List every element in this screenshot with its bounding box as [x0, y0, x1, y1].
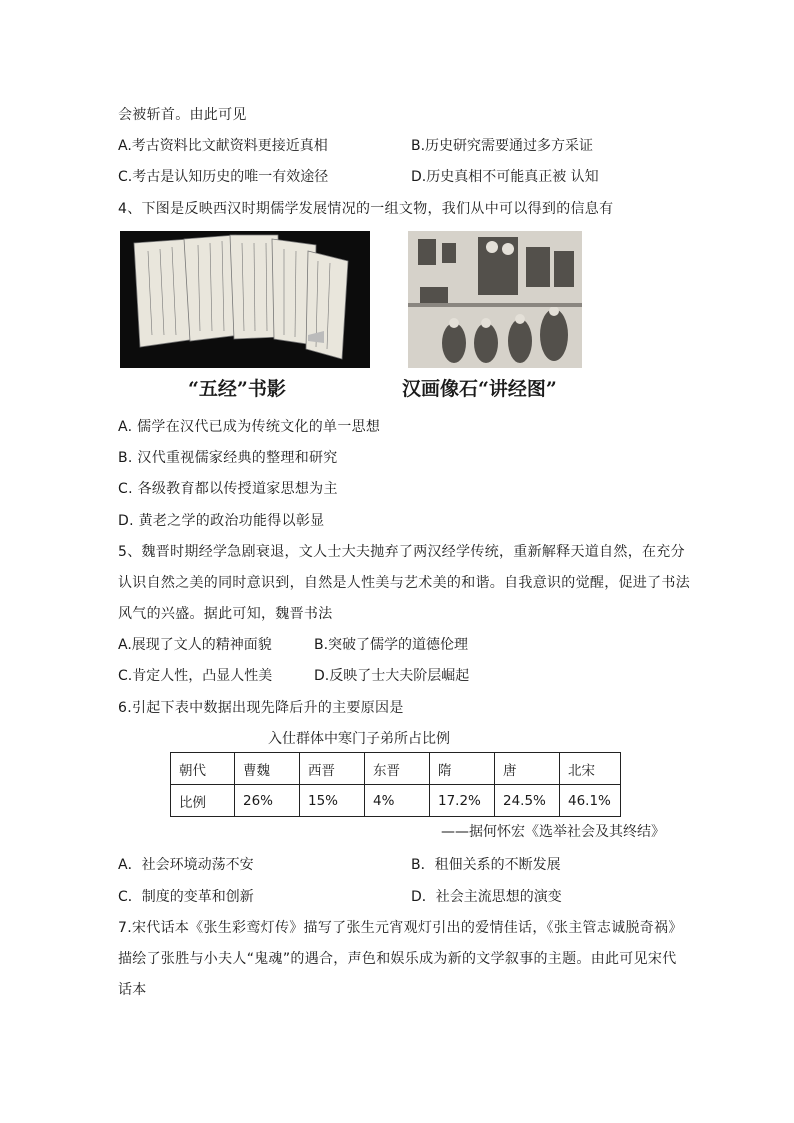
q7-stem-line-1: 7.宋代话本《张生彩鸾灯传》描写了张生元宵观灯引出的爱情佳话，《张主管志诚脱奇祸》 — [118, 920, 683, 936]
q5-stem-line-3: 风气的兴盛。据此可知，魏晋书法 — [118, 606, 333, 622]
ratio-table — [170, 752, 621, 817]
q3-option-c: C.考古是认知历史的唯一有效途径 — [118, 169, 329, 185]
q4-option-a: A. 儒学在汉代已成为传统文化的单一思想 — [118, 419, 381, 435]
table-header-cell: 隋 — [430, 753, 495, 785]
table-cell: 46.1% — [560, 785, 621, 817]
q5-stem-line-2: 认识自然之美的同时意识到，自然是人性美与艺术美的和谐。自我意识的觉醒，促进了书法 — [118, 575, 690, 591]
table-header-cell: 唐 — [495, 753, 560, 785]
five-classics-caption: “五经”书影 — [188, 378, 286, 400]
q6-option-b: B．租佃关系的不断发展 — [411, 857, 561, 873]
table-header-cell: 东晋 — [365, 753, 430, 785]
table-header-cell: 朝代 — [171, 753, 235, 785]
q3-option-a: A.考古资料比文献资料更接近真相 — [118, 138, 328, 154]
q5-option-d: D.反映了士大夫阶层崛起 — [314, 668, 470, 684]
q4-option-c: C. 各级教育都以传授道家思想为主 — [118, 481, 338, 497]
q4-stem: 4、下图是反映西汉时期儒学发展情况的一组文物，我们从中可以得到的信息有 — [118, 201, 614, 217]
table-header-cell: 曹魏 — [235, 753, 300, 785]
q5-option-c: C.肯定人性，凸显人性美 — [118, 668, 273, 684]
han-stone-relief-image — [408, 231, 582, 368]
table-cell: 15% — [300, 785, 365, 817]
table-row — [171, 753, 621, 785]
q4-option-b: B. 汉代重视儒家经典的整理和研究 — [118, 450, 338, 466]
q6-stem: 6.引起下表中数据出现先降后升的主要原因是 — [118, 700, 404, 716]
table-header-cell: 西晋 — [300, 753, 365, 785]
table-cell: 24.5% — [495, 785, 560, 817]
q3-option-d: D.历史真相不可能真正被 认知 — [411, 169, 599, 185]
table-cell: 17.2% — [430, 785, 495, 817]
q6-option-a: A．社会环境动荡不安 — [118, 857, 254, 873]
q5-option-a: A.展现了文人的精神面貌 — [118, 637, 272, 653]
table-source: ——据何怀宏《选举社会及其终结》 — [441, 824, 665, 840]
five-classics-book-photo — [120, 231, 370, 368]
table-cell: 比例 — [171, 785, 235, 817]
q5-stem-line-1: 5、魏晋时期经学急剧衰退，文人士大夫抛弃了两汉经学传统，重新解释天道自然，在充分 — [118, 544, 685, 560]
q4-option-d: D. 黄老之学的政治功能得以彰显 — [118, 513, 325, 529]
table-cell: 26% — [235, 785, 300, 817]
q3-stem-end: 会被斩首。由此可见 — [118, 107, 247, 123]
q6-option-c: C．制度的变革和创新 — [118, 889, 254, 905]
table-title: 入仕群体中寒门子弟所占比例 — [268, 731, 450, 747]
q3-option-b: B.历史研究需要通过多方采证 — [411, 138, 594, 154]
table-header-cell: 北宋 — [560, 753, 621, 785]
q7-stem-line-2: 描绘了张胜与小夫人“鬼魂”的遇合，声色和娱乐成为新的文学叙事的主题。由此可见宋代 — [118, 951, 677, 967]
q5-option-b: B.突破了儒学的道德伦理 — [314, 637, 469, 653]
q7-stem-line-3: 话本 — [118, 982, 147, 998]
table-cell: 4% — [365, 785, 430, 817]
han-relief-caption: 汉画像石“讲经图” — [402, 378, 557, 400]
q6-option-d: D．社会主流思想的演变 — [411, 889, 562, 905]
table-row — [171, 785, 621, 817]
